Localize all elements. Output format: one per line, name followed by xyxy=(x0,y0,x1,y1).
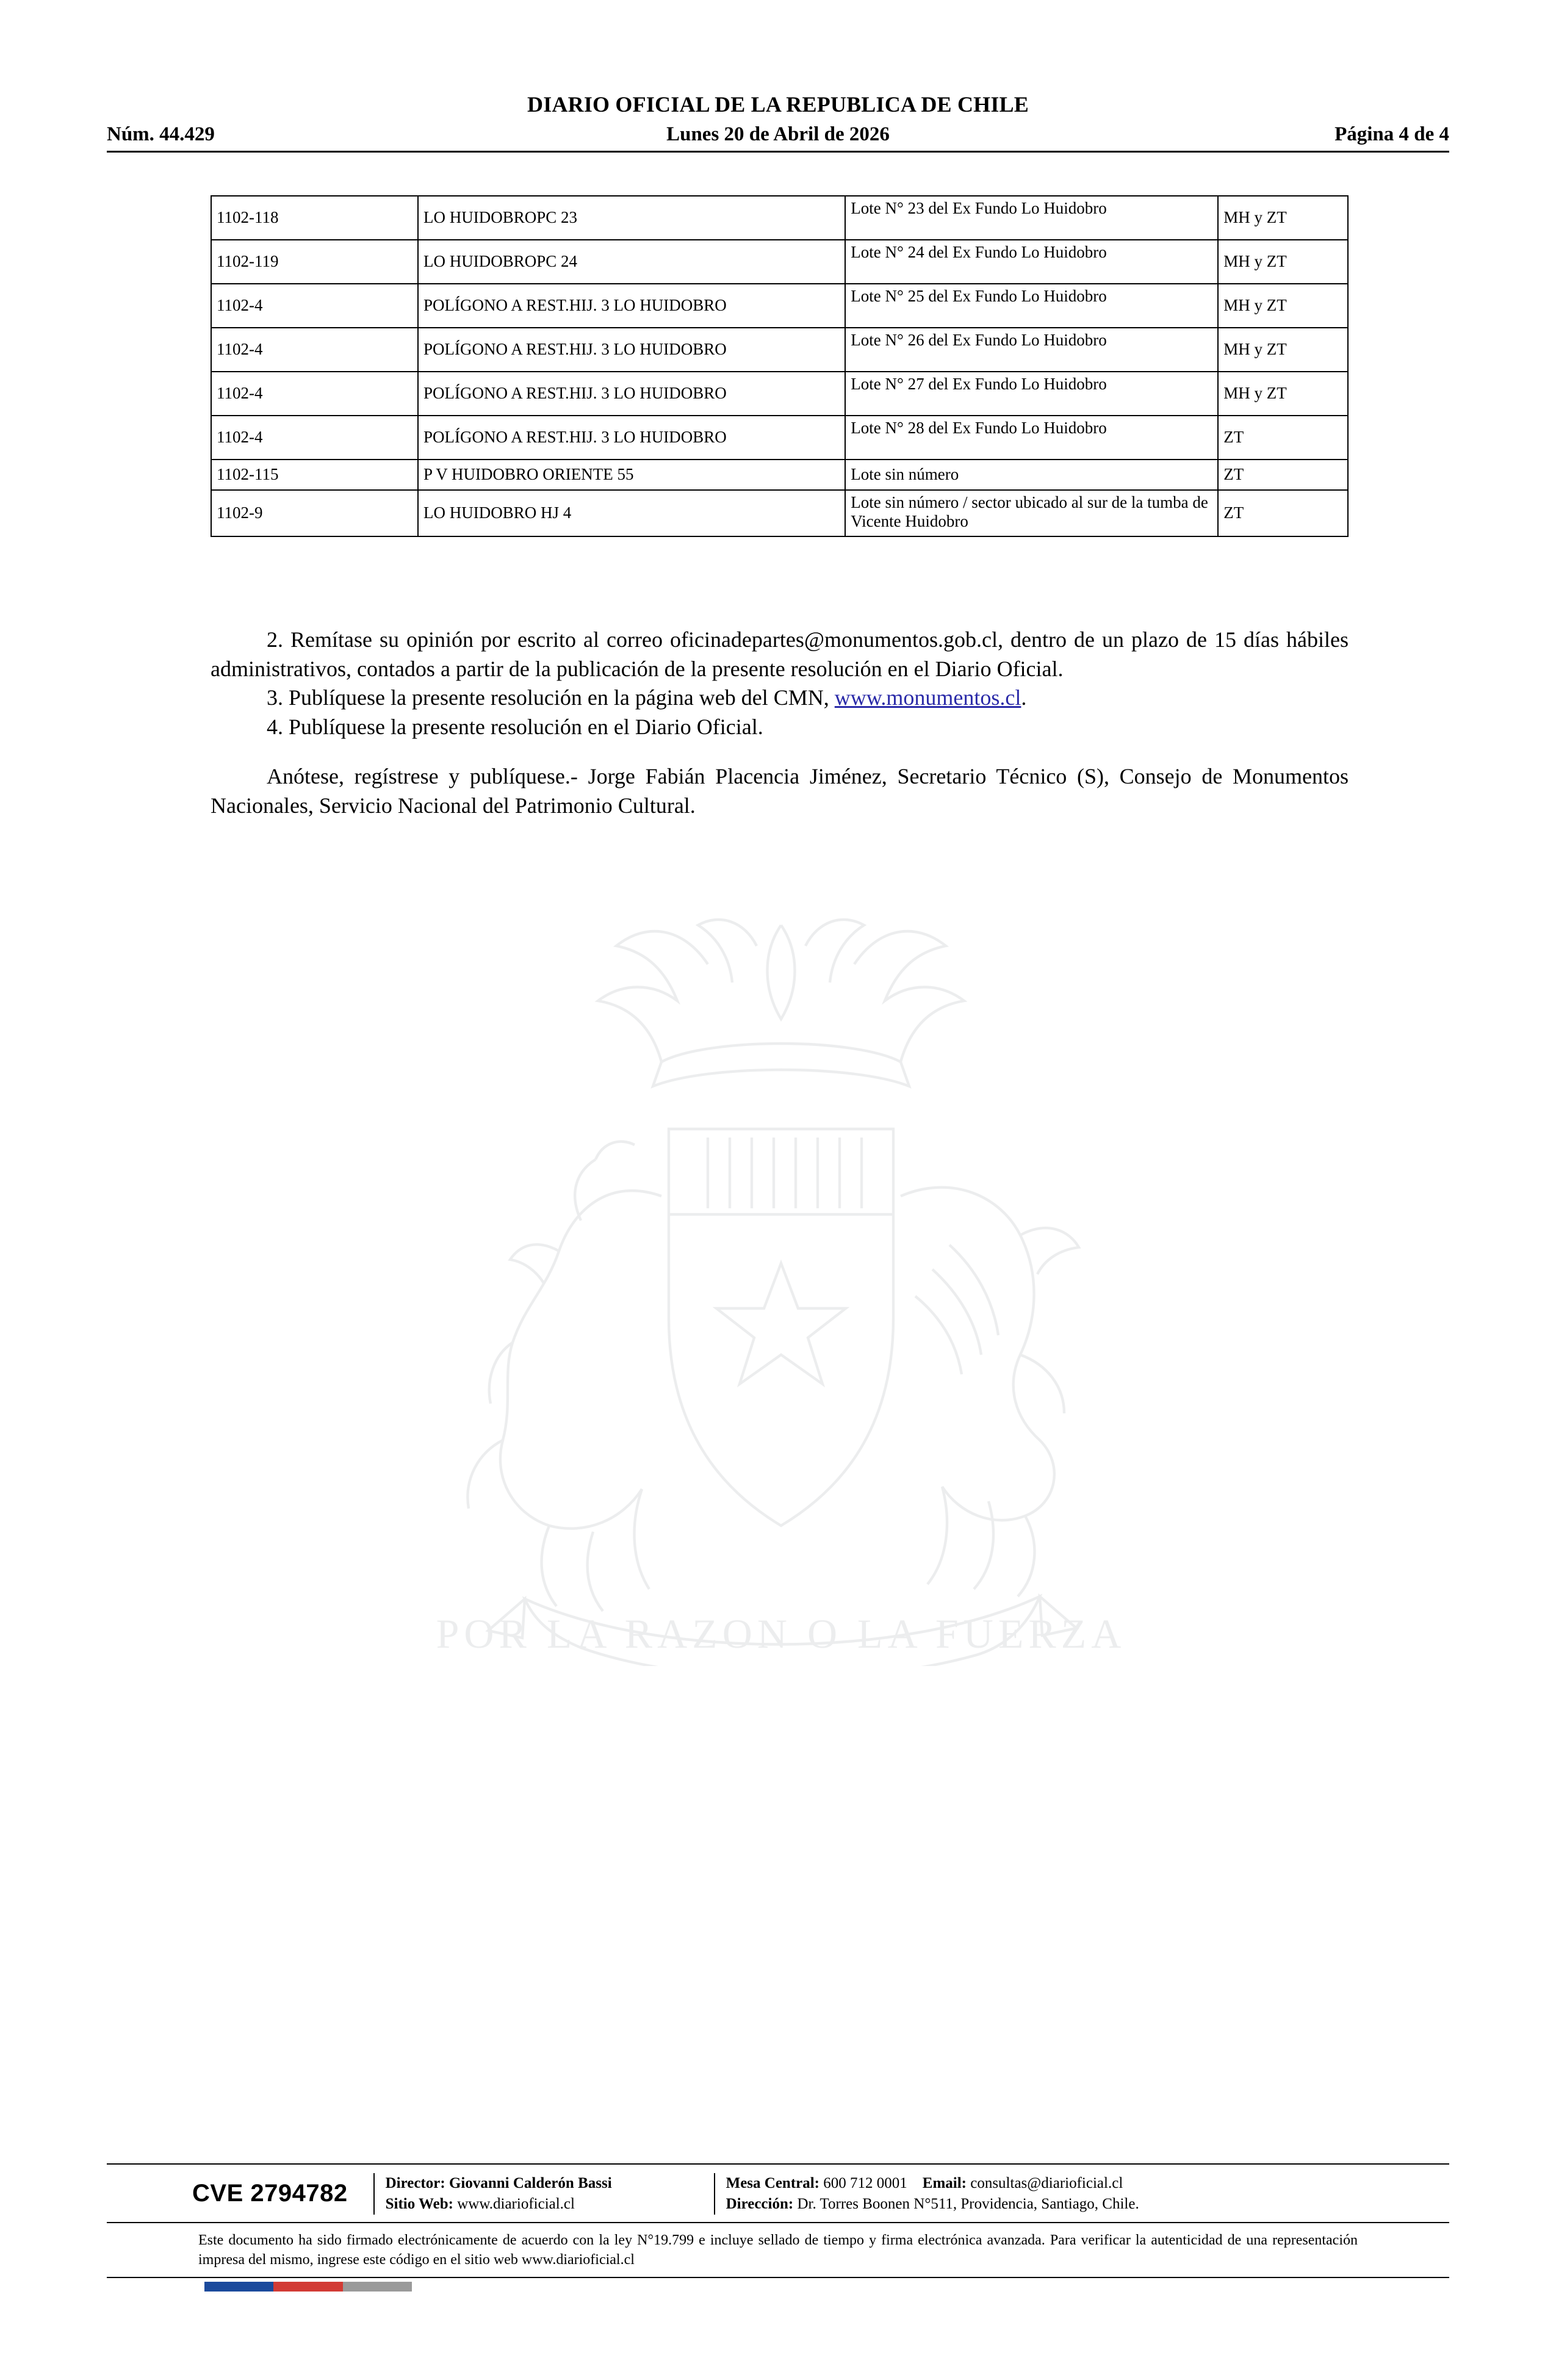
table-row xyxy=(211,490,1348,536)
footer-director-line xyxy=(386,2173,703,2194)
flag-red xyxy=(273,2282,342,2292)
director-value: Giovanni Calderón Bassi xyxy=(448,2175,612,2191)
mesa-label: Mesa Central: xyxy=(726,2175,820,2191)
cell-name: LO HUIDOBRO HJ 4 xyxy=(418,490,845,536)
cell-code: 1102-118 xyxy=(211,196,418,240)
publication-title: DIARIO OFICIAL DE LA REPUBLICA DE CHILE xyxy=(527,92,1029,117)
header-meta-row xyxy=(107,123,1449,146)
cell-name: LO HUIDOBROPC 23 xyxy=(418,196,845,240)
resolution-body xyxy=(211,626,1349,820)
issue-number: Núm. 44.429 xyxy=(107,123,215,145)
table-row xyxy=(211,372,1348,416)
table-row xyxy=(211,284,1348,328)
page-number: Página 4 de 4 xyxy=(1334,123,1449,145)
paragraph-item-4: 4. Publíquese la presente resolución en el Diario Oficial. xyxy=(267,714,763,739)
cell-name: POLÍGONO A REST.HIJ. 3 LO HUIDOBRO xyxy=(418,328,845,372)
paragraph-closing: Anótese, regístrese y publíquese.- Jorge Fabián Placencia Jiménez, Secretario Técnico (S), Consejo de Monumentos Nacionales, Servicio Nacional del Patrimonio Cultural. xyxy=(211,764,1349,818)
mesa-value: 600 712 0001 xyxy=(823,2175,907,2191)
footer-separator xyxy=(373,2173,375,2215)
cell-code: 1102-9 xyxy=(211,490,418,536)
director-label: Director: xyxy=(385,2175,445,2191)
cell-description: Lote sin número xyxy=(845,460,1218,490)
email-value[interactable]: consultas@diarioficial.cl xyxy=(970,2175,1123,2191)
flag-bar xyxy=(204,2282,412,2292)
page-header xyxy=(107,92,1449,153)
direccion-value: Dr. Torres Boonen N°511, Providencia, Santiago, Chile. xyxy=(797,2195,1139,2212)
cell-name: POLÍGONO A REST.HIJ. 3 LO HUIDOBRO xyxy=(418,284,845,328)
cell-description: Lote N° 26 del Ex Fundo Lo Huidobro xyxy=(845,328,1218,372)
footer-main xyxy=(107,2165,1449,2222)
table-row xyxy=(211,460,1348,490)
footer-mesa-line xyxy=(726,2173,1275,2194)
cell-category: ZT xyxy=(1218,416,1348,460)
cve-code: CVE 2794782 xyxy=(192,2180,348,2207)
footer-director-block xyxy=(386,2173,703,2215)
cell-description: Lote N° 25 del Ex Fundo Lo Huidobro xyxy=(845,284,1218,328)
table-row xyxy=(211,240,1348,284)
direccion-label: Dirección: xyxy=(726,2195,794,2212)
cell-name: P V HUIDOBRO ORIENTE 55 xyxy=(418,460,845,490)
cell-category: ZT xyxy=(1218,490,1348,536)
paragraph-item-2: 2. Remítase su opinión por escrito al correo oficinadepartes@monumentos.gob.cl, dentro de un plazo de 15 días hábiles administrativos, contados a partir de la publicación de la presente resolución en el Diario Oficial. xyxy=(211,627,1349,681)
cell-category: MH y ZT xyxy=(1218,328,1348,372)
cell-name: POLÍGONO A REST.HIJ. 3 LO HUIDOBRO xyxy=(418,416,845,460)
paragraph-item-3 xyxy=(211,683,1349,713)
issue-date: Lunes 20 de Abril de 2026 xyxy=(666,123,890,145)
cell-description: Lote N° 27 del Ex Fundo Lo Huidobro xyxy=(845,372,1218,416)
item3-prefix: 3. Publíquese la presente resolución en la página web del CMN, xyxy=(267,685,835,710)
cell-name: POLÍGONO A REST.HIJ. 3 LO HUIDOBRO xyxy=(418,372,845,416)
table-row xyxy=(211,416,1348,460)
footer-address-line xyxy=(726,2194,1275,2215)
coat-of-arms-motto: POR LA RAZON O LA FUERZA xyxy=(436,1610,1126,1657)
electronic-signature-note: Este documento ha sido firmado electrónicamente de acuerdo con la ley N°19.799 e incluye sellado de tiempo y firma electrónica avanzada. Para verificar la autenticidad de una representación impresa del mismo, ingrese este código en el sitio web www.diarioficial.cl xyxy=(198,2232,1358,2268)
email-label: Email: xyxy=(922,2175,967,2191)
cell-category: MH y ZT xyxy=(1218,372,1348,416)
cell-code: 1102-4 xyxy=(211,372,418,416)
item3-suffix: . xyxy=(1021,685,1027,710)
footer-site-line xyxy=(386,2194,703,2215)
cell-code: 1102-4 xyxy=(211,416,418,460)
cell-code: 1102-115 xyxy=(211,460,418,490)
cell-name: LO HUIDOBROPC 24 xyxy=(418,240,845,284)
cell-code: 1102-119 xyxy=(211,240,418,284)
footer-contact-block xyxy=(726,2173,1275,2215)
table-row xyxy=(211,328,1348,372)
cell-description: Lote sin número / sector ubicado al sur de la tumba de Vicente Huidobro xyxy=(845,490,1218,536)
table-row xyxy=(211,196,1348,240)
cell-category: ZT xyxy=(1218,460,1348,490)
cell-code: 1102-4 xyxy=(211,328,418,372)
header-divider xyxy=(107,151,1449,153)
coat-of-arms-watermark xyxy=(342,915,1220,1666)
paragraph-spacer xyxy=(211,741,1349,762)
flag-gray xyxy=(343,2282,412,2292)
sitio-label: Sitio Web: xyxy=(385,2195,453,2212)
cell-description: Lote N° 23 del Ex Fundo Lo Huidobro xyxy=(845,196,1218,240)
cell-code: 1102-4 xyxy=(211,284,418,328)
cell-category: MH y ZT xyxy=(1218,196,1348,240)
lots-table xyxy=(211,195,1349,537)
footer-divider-bottom xyxy=(107,2277,1449,2278)
sitio-value[interactable]: www.diarioficial.cl xyxy=(457,2195,575,2212)
footer-separator-2 xyxy=(714,2173,715,2215)
cell-description: Lote N° 28 del Ex Fundo Lo Huidobro xyxy=(845,416,1218,460)
lots-table-container xyxy=(211,195,1349,537)
cell-category: MH y ZT xyxy=(1218,240,1348,284)
flag-blue xyxy=(204,2282,273,2292)
page-footer xyxy=(107,2163,1449,2292)
cell-category: MH y ZT xyxy=(1218,284,1348,328)
monumentos-link[interactable]: www.monumentos.cl xyxy=(834,685,1021,710)
cell-description: Lote N° 24 del Ex Fundo Lo Huidobro xyxy=(845,240,1218,284)
